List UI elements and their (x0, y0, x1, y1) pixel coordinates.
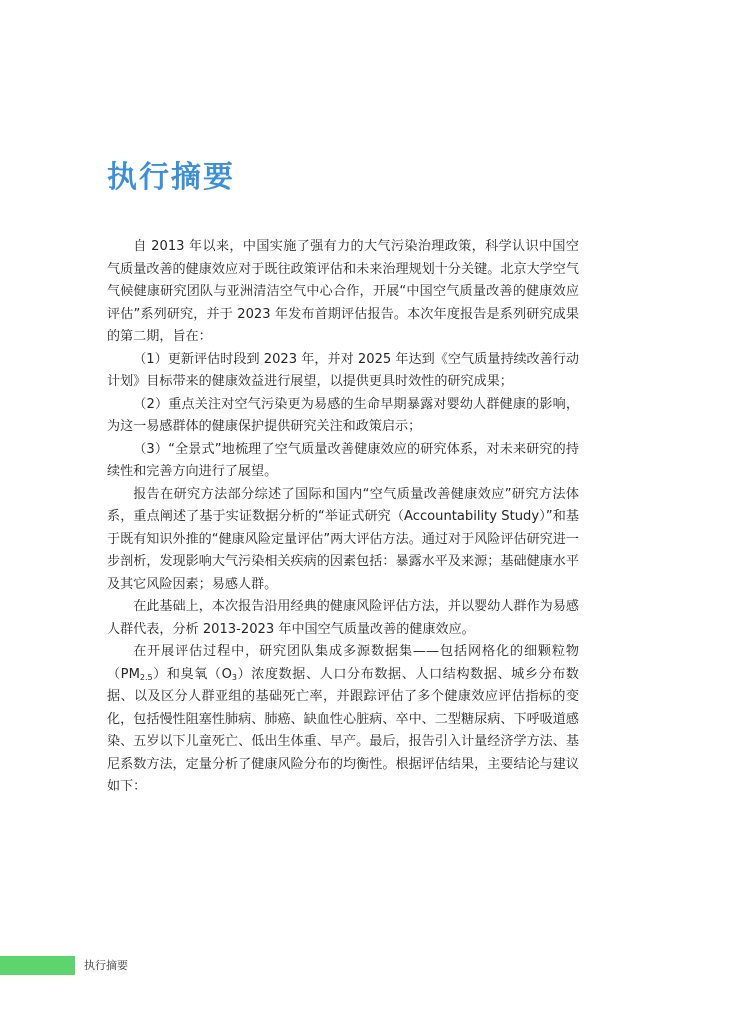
paragraph-methods: 报告在研究方法部分综述了国际和国内“空气质量改善健康效应”研究方法体系，重点阐述了基于实证数据分析的“举证式研究（Accountability Study）”和基于既有知识外推的“健康风险定量评估”两大评估方法。通过对于风险评估研究进一步剖析，发现影响大气污染相关疾病的因素包括：暴露水平及来源；基础健康水平及其它风险因素；易感人群。 (107, 486, 579, 592)
paragraph-evaluation-part2: ）和臭氧（O (152, 666, 232, 682)
o3-subscript: 3 (231, 672, 237, 682)
footer-divider (75, 958, 78, 973)
footer-section-label: 执行摘要 (84, 959, 128, 972)
paragraph-basis: 在此基础上，本次报告沿用经典的健康风险评估方法，并以婴幼人群作为易感人群代表，分析 2013-2023 年中国空气质量改善的健康效应。 (107, 599, 579, 637)
paragraph-aim-2: （2）重点关注对空气污染更为易感的生命早期暴露对婴幼人群健康的影响，为这一易感群体的健康保护提供研究关注和政策启示； (107, 396, 579, 434)
footer-accent-bar (0, 956, 75, 975)
summary-body (107, 236, 579, 799)
paragraph-intro: 自 2013 年以来，中国实施了强有力的大气污染治理政策，科学认识中国空气质量改善的健康效应对于既往政策评估和未来治理规划十分关键。北京大学空气气候健康研究团队与亚洲清洁空气中心合作，开展“中国空气质量改善的健康效应评估”系列研究，并于 2023 年发布首期评估报告。本次年度报告是系列研究成果的第二期，旨在： (107, 239, 579, 344)
paragraph-aim-3: （3）“全景式”地梳理了空气质量改善健康效应的研究体系，对未来研究的持续性和完善方向进行了展望。 (107, 441, 579, 479)
page-title: 执行摘要 (107, 160, 235, 195)
paragraph-evaluation-part3: ）浓度数据、人口分布数据、人口结构数据、城乡分布数据、以及区分人群亚组的基础死亡率，并跟踪评估了多个健康效应评估指标的变化，包括慢性阻塞性肺病、肺癌、缺血性心脏病、卒中、二型糖尿病、下呼吸道感染、五岁以下儿童死亡、低出生体重、早产。最后，报告引入计量经济学方法、基尼系数方法，定量分析了健康风险分布的均衡性。根据评估结果，主要结论与建议如下： (107, 666, 579, 794)
paragraph-evaluation-part1: 在开展评估过程中，研究团队集成多源数据集——包括网格化的细颗粒物（PM (107, 644, 579, 682)
paragraph-aim-1: （1）更新评估时段到 2023 年，并对 2025 年达到《空气质量持续改善行动计划》目标带来的健康效益进行展望，以提供更具时效性的研究成果； (107, 351, 579, 389)
paragraph-evaluation (107, 641, 579, 799)
pm25-subscript: 2.5 (139, 672, 153, 682)
